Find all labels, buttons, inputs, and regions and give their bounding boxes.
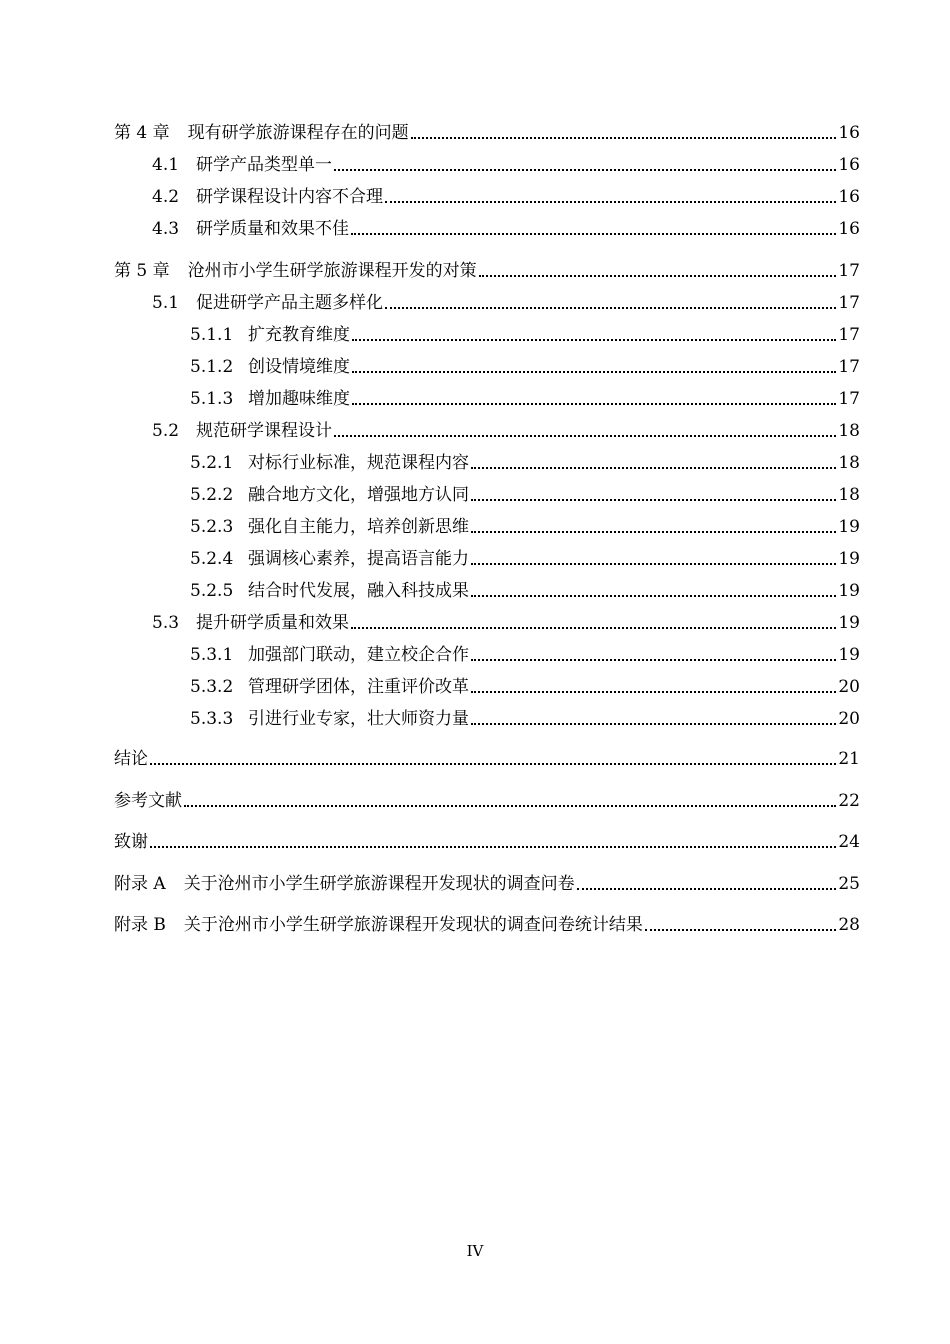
toc-entry-number: 第 5 章 [114,261,170,281]
toc-entry-title: 结论 [114,749,148,769]
toc-leader-dots [577,888,837,890]
toc-entry-number: 5.1.1 [190,325,234,345]
toc-leader-dots [351,627,836,629]
toc-entry-page: 25 [838,874,860,894]
toc-entry[interactable] [190,450,860,474]
toc-entry[interactable] [190,578,860,602]
toc-entry-number: 第 4 章 [114,123,170,143]
toc-entry-number: 5.2.2 [190,485,234,505]
toc-entry[interactable] [114,829,860,853]
toc-entry-title: 扩充教育维度 [248,325,350,345]
toc-entry[interactable] [190,546,860,570]
toc-entry-page: 17 [838,293,860,313]
toc-entry[interactable] [114,871,860,895]
toc-leader-dots [471,467,836,469]
toc-leader-dots [471,595,836,597]
toc-entry-title: 沧州市小学生研学旅游课程开发的对策 [187,261,477,281]
toc-leader-dots [385,201,836,203]
toc-entry-title: 强调核心素养，提高语言能力 [248,549,469,569]
toc-entry-number: 5.1 [152,293,180,313]
toc-leader-dots [352,371,836,373]
toc-entry[interactable] [190,482,860,506]
toc-entry-page: 16 [838,155,860,175]
toc-entry-number: 4.3 [152,219,180,239]
toc-entry[interactable] [114,912,860,936]
toc-entry-title: 参考文献 [114,791,182,811]
toc-entry-number: 5.1.3 [190,389,234,409]
toc-entry[interactable] [114,746,860,770]
toc-entry-page: 20 [838,677,860,697]
toc-entry-number: 5.2.5 [190,581,234,601]
toc-entry-page: 19 [838,581,860,601]
page-number: IV [466,1242,484,1260]
toc-leader-dots [334,169,836,171]
toc-leader-dots [471,691,836,693]
toc-entry-page: 28 [838,915,860,935]
toc-entry-number: 5.3.3 [190,709,234,729]
toc-entry-title: 研学产品类型单一 [196,155,332,175]
toc-entry-page: 18 [838,453,860,473]
toc-entry-title: 致谢 [114,832,148,852]
toc-entry-number: 5.3 [152,613,180,633]
toc-entry-number: 4.2 [152,187,180,207]
toc-entry-page: 20 [838,709,860,729]
toc-leader-dots [471,723,836,725]
toc-entry-number: 5.3.2 [190,677,234,697]
toc-entry-page: 18 [838,485,860,505]
toc-leader-dots [471,531,836,533]
toc-entry-title: 规范研学课程设计 [196,421,332,441]
toc-leader-dots [471,499,836,501]
toc-leader-dots [471,659,836,661]
toc-entry-title: 融合地方文化，增强地方认同 [248,485,469,505]
toc-entry[interactable] [190,706,860,730]
toc-leader-dots [471,563,836,565]
toc-entry-page: 19 [838,517,860,537]
toc-entry-number: 5.2 [152,421,180,441]
toc-entry[interactable] [190,674,860,698]
toc-leader-dots [351,233,836,235]
toc-leader-dots [352,339,836,341]
toc-entry-title: 研学课程设计内容不合理 [196,187,383,207]
toc-entry[interactable] [152,418,860,442]
toc-entry[interactable] [152,290,860,314]
toc-leader-dots [352,403,836,405]
toc-leader-dots [150,846,836,848]
toc-entry-title: 增加趣味维度 [248,389,350,409]
toc-leader-dots [150,763,836,765]
toc-entry-title: 关于沧州市小学生研学旅游课程开发现状的调查问卷统计结果 [183,915,643,935]
toc-leader-dots [184,805,836,807]
toc-entry[interactable] [152,184,860,208]
toc-entry-number: 5.2.3 [190,517,234,537]
toc-entry-number: 5.3.1 [190,645,234,665]
toc-entry-page: 17 [838,389,860,409]
toc-entry-title: 对标行业标准，规范课程内容 [248,453,469,473]
toc-entry-title: 加强部门联动，建立校企合作 [248,645,469,665]
toc-entry-number: 附录 B [114,915,166,935]
toc-entry[interactable] [190,322,860,346]
toc-entry-page: 17 [838,357,860,377]
toc-entry-title: 强化自主能力，培养创新思维 [248,517,469,537]
toc-entry-title: 研学质量和效果不佳 [196,219,349,239]
toc-leader-dots [411,137,837,139]
toc-entry-page: 19 [838,613,860,633]
toc-entry-page: 22 [838,791,860,811]
toc-entry-page: 17 [838,325,860,345]
toc-leader-dots [385,307,836,309]
toc-entry-page: 16 [838,187,860,207]
toc-entry[interactable] [114,788,860,812]
toc-entry[interactable] [152,152,860,176]
toc-entry[interactable] [190,354,860,378]
toc-entry-title: 关于沧州市小学生研学旅游课程开发现状的调查问卷 [183,874,575,894]
toc-entry-page: 16 [838,123,860,143]
toc-entry-number: 5.2.1 [190,453,234,473]
toc-entry[interactable] [152,216,860,240]
toc-leader-dots [479,275,837,277]
toc-entry-page: 21 [838,749,860,769]
toc-entry-title: 提升研学质量和效果 [196,613,349,633]
toc-entry-title: 管理研学团体，注重评价改革 [248,677,469,697]
toc-entry-number: 附录 A [114,874,166,894]
toc-entry-page: 19 [838,549,860,569]
toc-entry[interactable] [152,610,860,634]
toc-entry[interactable] [114,258,860,282]
toc-entry-number: 4.1 [152,155,180,175]
toc-entry-title: 创设情境维度 [248,357,350,377]
toc-entry-title: 结合时代发展，融入科技成果 [248,581,469,601]
toc-entry[interactable] [190,514,860,538]
toc-entry-page: 18 [838,421,860,441]
toc-entry-page: 17 [838,261,860,281]
toc-entry-page: 16 [838,219,860,239]
toc-leader-dots [334,435,836,437]
toc-entry-title: 现有研学旅游课程存在的问题 [187,123,409,143]
toc-entry[interactable] [190,386,860,410]
toc-entry-number: 5.1.2 [190,357,234,377]
toc-entry-title: 促进研学产品主题多样化 [196,293,383,313]
toc-entry-title: 引进行业专家，壮大师资力量 [248,709,469,729]
toc-entry-page: 19 [838,645,860,665]
toc-leader-dots [645,929,836,931]
toc-entry-number: 5.2.4 [190,549,234,569]
toc-entry-page: 24 [838,832,860,852]
toc-entry[interactable] [114,120,860,144]
toc-entry[interactable] [190,642,860,666]
